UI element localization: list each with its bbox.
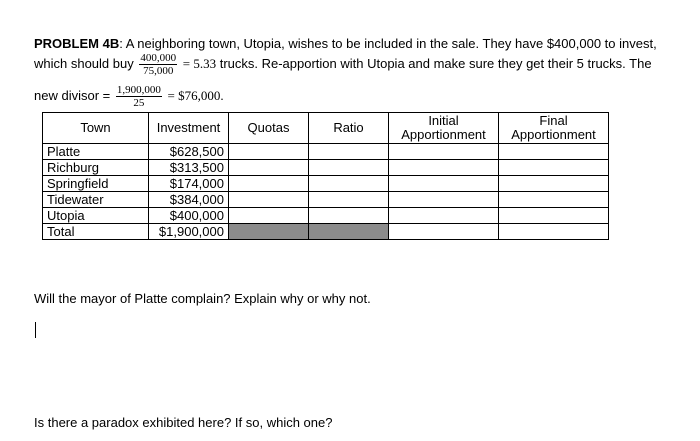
- header-ratio: Ratio: [309, 113, 389, 144]
- problem-line-1: [34, 36, 657, 51]
- header-final-line-2: Apportionment: [511, 127, 596, 142]
- table-row: [43, 208, 609, 224]
- town-cell: Utopia: [43, 208, 149, 224]
- quota-cell[interactable]: [229, 208, 309, 224]
- fraction-divisor-numerator: 1,900,000: [116, 84, 161, 96]
- initial-cell[interactable]: [389, 208, 499, 224]
- header-investment: Investment: [149, 113, 229, 144]
- fraction-trucks-denominator: 75,000: [143, 65, 174, 77]
- ratio-cell[interactable]: [309, 144, 389, 160]
- fraction-divisor-denominator: 25: [133, 97, 145, 109]
- quota-cell[interactable]: [229, 192, 309, 208]
- header-initial-apportionment: [389, 113, 499, 144]
- header-initial-line-2: Apportionment: [401, 127, 486, 142]
- table-row: [43, 176, 609, 192]
- apportionment-table: [42, 112, 609, 240]
- initial-cell[interactable]: [389, 160, 499, 176]
- problem-line-2: [34, 52, 652, 77]
- final-cell[interactable]: [499, 176, 609, 192]
- table-row: [43, 160, 609, 176]
- fraction-trucks: [139, 52, 177, 77]
- header-town: Town: [43, 113, 149, 144]
- town-cell: Springfield: [43, 176, 149, 192]
- initial-cell[interactable]: [389, 144, 499, 160]
- ratio-cell[interactable]: [309, 208, 389, 224]
- ratio-cell[interactable]: [309, 160, 389, 176]
- investment-cell: $174,000: [149, 176, 229, 192]
- town-cell: Richburg: [43, 160, 149, 176]
- ratio-cell[interactable]: [309, 192, 389, 208]
- text-cursor[interactable]: [35, 322, 36, 338]
- investment-cell: $384,000: [149, 192, 229, 208]
- question-1: Will the mayor of Platte complain? Explain why or why not.: [34, 291, 371, 306]
- town-cell: Tidewater: [43, 192, 149, 208]
- initial-cell[interactable]: [389, 192, 499, 208]
- total-investment-cell: $1,900,000: [149, 224, 229, 240]
- final-cell[interactable]: [499, 144, 609, 160]
- ratio-cell[interactable]: [309, 176, 389, 192]
- line2-prefix: which should buy: [34, 55, 134, 71]
- town-cell: Platte: [43, 144, 149, 160]
- quota-cell[interactable]: [229, 160, 309, 176]
- table-row: [43, 144, 609, 160]
- table-total-row: [43, 224, 609, 240]
- final-cell[interactable]: [499, 160, 609, 176]
- final-cell[interactable]: [499, 208, 609, 224]
- line2-equals: = 5.33: [182, 55, 217, 71]
- shaded-quota-cell: [229, 224, 309, 240]
- problem-line-3: [34, 84, 224, 109]
- problem-label: PROBLEM 4B: [34, 36, 120, 51]
- header-final-line-1: Final: [539, 113, 568, 128]
- total-final-cell[interactable]: [499, 224, 609, 240]
- header-initial-line-1: Initial: [428, 113, 459, 128]
- question-2: Is there a paradox exhibited here? If so, which one?: [34, 415, 333, 430]
- line2-suffix: trucks. Re-apportion with Utopia and make sure they get their 5 trucks. The: [219, 55, 652, 71]
- problem-intro: : A neighboring town, Utopia, wishes to be included in the sale. They have $400,000 to invest,: [119, 36, 657, 51]
- fraction-divisor: [116, 84, 162, 109]
- header-final-apportionment: [499, 113, 609, 144]
- quota-cell[interactable]: [229, 176, 309, 192]
- line3-prefix: new divisor =: [34, 87, 111, 103]
- final-cell[interactable]: [499, 192, 609, 208]
- shaded-ratio-cell: [309, 224, 389, 240]
- total-label-cell: Total: [43, 224, 149, 240]
- header-quotas: Quotas: [229, 113, 309, 144]
- fraction-trucks-numerator: 400,000: [140, 52, 177, 64]
- investment-cell: $313,500: [149, 160, 229, 176]
- total-initial-cell[interactable]: [389, 224, 499, 240]
- table-header-row: [43, 113, 609, 144]
- investment-cell: $628,500: [149, 144, 229, 160]
- table-row: [43, 192, 609, 208]
- initial-cell[interactable]: [389, 176, 499, 192]
- line3-equals: = $76,000.: [167, 87, 224, 103]
- quota-cell[interactable]: [229, 144, 309, 160]
- investment-cell: $400,000: [149, 208, 229, 224]
